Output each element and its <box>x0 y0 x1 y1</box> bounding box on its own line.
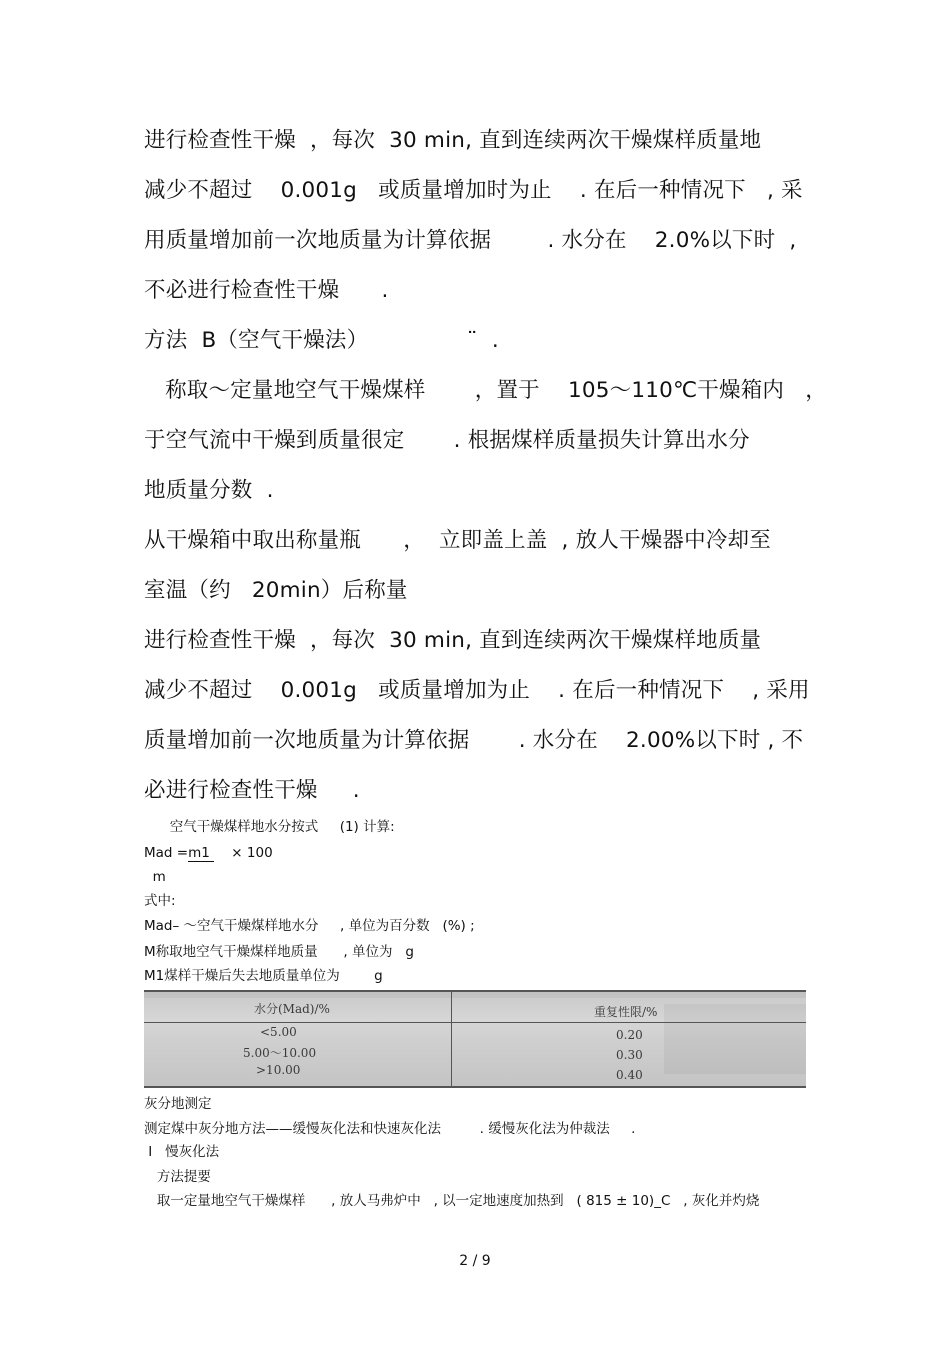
body-line-12: 减少不超过 0.001g 或质量增加为止 . 在后一种情况下 , 采用 <box>144 678 810 703</box>
page-number: 2 / 9 <box>459 1253 491 1269</box>
formula-def-m: M称取地空气干燥煤样地质量 , 单位为 g <box>144 944 414 960</box>
body-line-10: 室温（约 20min）后称量 <box>144 578 408 603</box>
formula-where: 式中: <box>144 893 176 909</box>
table-cell-moisture: 5.00～10.00 <box>243 1046 317 1060</box>
slow-ashing-heading: Ⅰ 慢灰化法 <box>144 1144 220 1160</box>
formula-def-m1: M1煤样干燥后失去地质量单位为 g <box>144 968 383 984</box>
table-divider-vertical <box>451 992 452 1086</box>
method-b-heading: 方法 B（空气干燥法） ¨ . <box>144 328 499 353</box>
body-line-8: 地质量分数 . <box>144 478 274 503</box>
formula-line <box>144 844 273 862</box>
table-cell-repeatability: 0.30 <box>616 1048 643 1062</box>
table-cell-repeatability: 0.20 <box>616 1028 643 1042</box>
formula-intro: 空气干燥煤样地水分按式 (1) 计算: <box>144 819 395 835</box>
table-header-repeatability: 重复性限/% <box>594 1005 658 1019</box>
body-line-4: 不必进行检查性干燥 . <box>144 278 389 303</box>
table-cell-moisture: <5.00 <box>260 1025 297 1039</box>
formula-multiplier: × 100 <box>214 845 273 861</box>
body-line-14: 必进行检查性干燥 . <box>144 778 360 803</box>
body-line-13: 质量增加前一次地质量为计算依据 . 水分在 2.00%以下时 , 不 <box>144 728 804 753</box>
scan-noise <box>144 992 806 998</box>
body-line-11: 进行检查性干燥 ，每次 30 min, 直到连续两次干燥煤样地质量 <box>144 628 762 653</box>
formula-def-mad: Mad– ～空气干燥煤样地水分 , 单位为百分数 (%) ; <box>144 918 475 934</box>
formula-numerator: m1 <box>188 845 215 861</box>
body-line-6: 称取～定量地空气干燥煤样 ，置于 105～110℃干燥箱内 ， <box>144 378 827 403</box>
ash-methods-line: 测定煤中灰分地方法——缓慢灰化法和快速灰化法 . 缓慢灰化法为仲裁法 . <box>144 1121 636 1137</box>
table-cell-repeatability: 0.40 <box>616 1068 643 1082</box>
scan-noise <box>664 1004 806 1074</box>
table-header-moisture: 水分(Mad)/% <box>254 1002 330 1016</box>
method-summary-heading: 方法提要 <box>144 1169 211 1185</box>
body-line-3: 用质量增加前一次地质量为计算依据 . 水分在 2.0%以下时 , <box>144 228 797 253</box>
formula-lhs: Mad = <box>144 845 189 861</box>
body-line-1: 进行检查性干燥 ，每次 30 min, 直到连续两次干燥煤样质量地 <box>144 128 762 153</box>
body-line-7: 于空气流中干燥到质量很定 . 根据煤样质量损失计算出水分 <box>144 428 750 453</box>
repeatability-table <box>144 990 806 1088</box>
table-divider-horizontal <box>144 1022 806 1023</box>
body-line-2: 减少不超过 0.001g 或质量增加时为止 . 在后一种情况下 , 采 <box>144 178 803 203</box>
formula-denominator: m <box>144 869 166 885</box>
table-cell-moisture: >10.00 <box>256 1063 301 1077</box>
ash-heading: 灰分地测定 <box>144 1096 212 1112</box>
body-line-9: 从干燥箱中取出称量瓶 ， 立即盖上盖 , 放人干燥器中冷却至 <box>144 528 771 553</box>
method-summary-text: 取一定量地空气干燥煤样 , 放人马弗炉中 , 以一定地速度加热到 ( 815 ± 10)_C , 灰化并灼烧 <box>144 1193 760 1209</box>
